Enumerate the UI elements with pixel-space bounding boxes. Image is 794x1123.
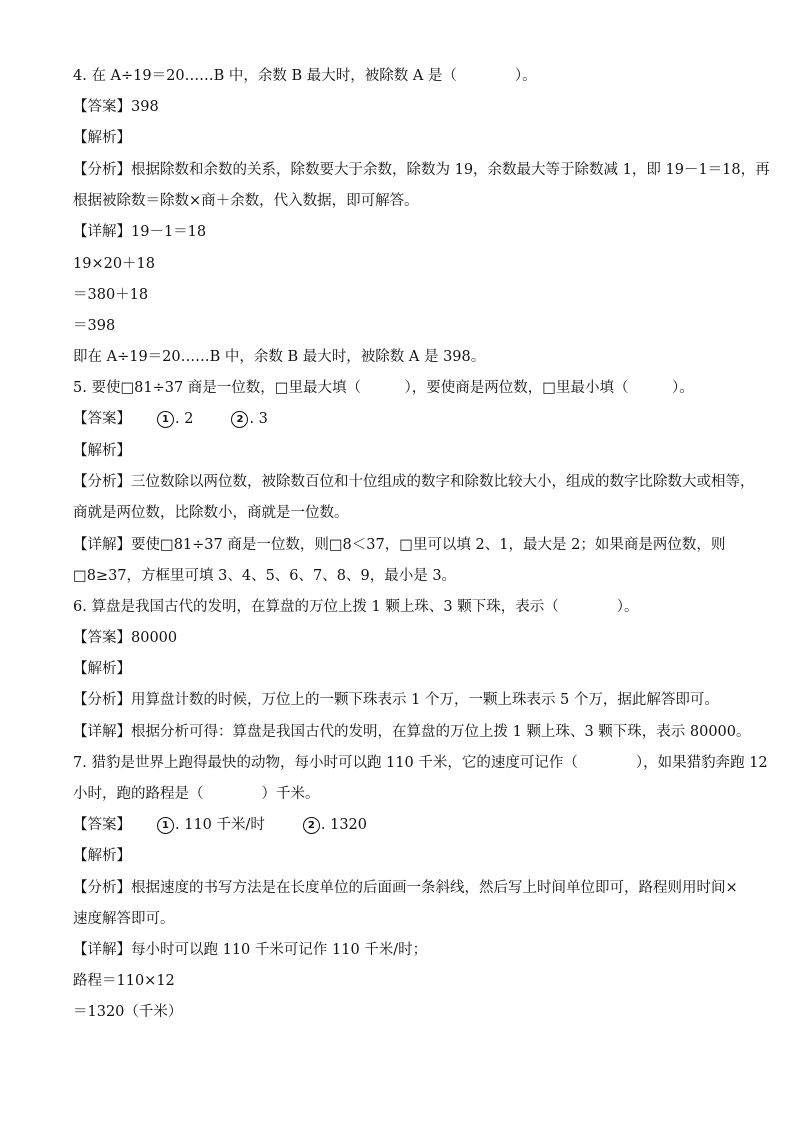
answer-tag: 【答案】 <box>73 99 131 115</box>
q7-detail-line-2: 路程＝110×12 <box>73 973 175 989</box>
answer-tag: 【答案】 <box>73 630 131 646</box>
q4-fenxi-line-1: 根据除数和余数的关系，除数要大于余数，除数为 19，余数最大等于除数减 1，即 19－1＝18，再 <box>131 162 770 178</box>
q7-question-line-2: 小时，跑的路程是（ ）千米。 <box>73 786 320 802</box>
q7-detail-line-3: ＝1320（千米） <box>73 1004 183 1020</box>
q4-detail-line-5: 即在 A÷19＝20……B 中，余数 B 最大时，被除数 A 是 398。 <box>73 349 486 365</box>
q4-detail-line-4: ＝398 <box>73 318 116 334</box>
q4-fenxi-line-2: 根据被除数＝除数×商＋余数，代入数据，即可解答。 <box>73 193 419 209</box>
q5-detail-line-2: □8≥37，方框里可填 3、4、5、6、7、8、9，最小是 3。 <box>73 568 457 584</box>
q5-detail-line-1: 要使□81÷37 商是一位数，则□8＜37，□里可以填 2、1，最大是 2；如果商是两位数，则 <box>131 537 726 553</box>
fenxi-tag: 【分析】 <box>73 880 131 896</box>
q7-answer-row <box>73 815 367 835</box>
q6-answer: 80000 <box>131 630 178 646</box>
q5-question: 5. 要使□81÷37 商是一位数，□里最大填（ ），要使商是两位数，□里最小填（ ）。 <box>73 380 694 396</box>
detail-tag: 【详解】 <box>73 537 131 553</box>
q6-question: 6. 算盘是我国古代的发明，在算盘的万位上拨 1 颗上珠、3 颗下珠，表示（ ）。 <box>73 599 639 615</box>
q5-detail-row <box>73 535 725 555</box>
fenxi-tag: 【分析】 <box>73 692 131 708</box>
circled-number-2: 2 <box>231 411 248 428</box>
q4-detail-row <box>73 222 206 242</box>
q7-detail-line-1: 每小时可以跑 110 千米可记作 110 千米/时； <box>131 942 428 958</box>
q7-question-line-1: 7. 猎豹是世界上跑得最快的动物，每小时可以跑 110 千米，它的速度可记作（ ），如果猎豹奔跑 12 <box>73 755 768 771</box>
q4-detail-line-1: 19－1＝18 <box>131 224 207 240</box>
q6-detail-row <box>73 722 751 742</box>
q7-detail-row <box>73 940 427 960</box>
q7-fenxi-row <box>73 878 738 898</box>
q5-fenxi-row <box>73 472 755 492</box>
detail-tag: 【详解】 <box>73 942 131 958</box>
answer-tag: 【答案】 <box>73 817 131 833</box>
q5-answer-1: . 2 <box>175 411 194 427</box>
q5-analysis-tag: 【解析】 <box>73 443 131 459</box>
circled-number-2: 2 <box>303 817 320 834</box>
q6-analysis-tag: 【解析】 <box>73 661 131 677</box>
detail-tag: 【详解】 <box>73 224 131 240</box>
q6-answer-row <box>73 628 177 648</box>
q4-answer: 398 <box>131 99 159 115</box>
q4-answer-row <box>73 97 159 117</box>
detail-tag: 【详解】 <box>73 724 131 740</box>
fenxi-tag: 【分析】 <box>73 162 131 178</box>
q5-fenxi-line-1: 三位数除以两位数，被除数百位和十位组成的数字和除数比较大小，组成的数字比除数大或相等， <box>131 474 755 490</box>
q5-answer-row <box>73 409 268 429</box>
q4-detail-line-3: ＝380＋18 <box>73 287 149 303</box>
q6-fenxi-row <box>73 690 719 710</box>
q7-answer-2: . 1320 <box>320 817 368 833</box>
q7-fenxi-line-2: 速度解答即可。 <box>73 911 175 927</box>
q5-answer-2: . 3 <box>249 411 268 427</box>
q6-fenxi-line-1: 用算盘计数的时候，万位上的一颗下珠表示 1 个万，一颗上珠表示 5 个万，据此解答即可。 <box>131 692 719 708</box>
q7-answer-1: . 110 千米/时 <box>175 817 265 833</box>
q4-question: 4. 在 A÷19＝20……B 中，余数 B 最大时，被除数 A 是（ ）。 <box>73 68 537 84</box>
q5-fenxi-line-2: 商就是两位数，比除数小，商就是一位数。 <box>73 505 349 521</box>
q4-fenxi-row <box>73 160 770 180</box>
q7-fenxi-line-1: 根据速度的书写方法是在长度单位的后面画一条斜线，然后写上时间单位即可，路程则用时间× <box>131 880 738 896</box>
q4-detail-line-2: 19×20＋18 <box>73 256 156 272</box>
answer-tag: 【答案】 <box>73 411 131 427</box>
fenxi-tag: 【分析】 <box>73 474 131 490</box>
q6-detail-line-1: 根据分析可得：算盘是我国古代的发明，在算盘的万位上拨 1 颗上珠、3 颗下珠，表示 80000。 <box>131 724 751 740</box>
q4-analysis-tag: 【解析】 <box>73 130 131 146</box>
circled-number-1: 1 <box>157 411 174 428</box>
q7-analysis-tag: 【解析】 <box>73 848 131 864</box>
circled-number-1: 1 <box>157 817 174 834</box>
